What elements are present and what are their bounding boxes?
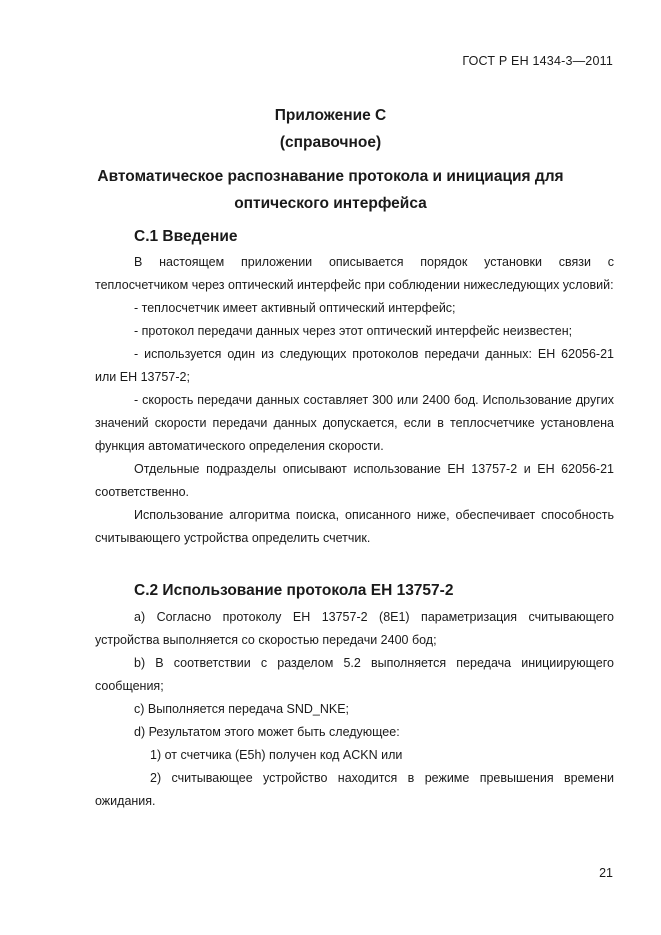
list-item: 1) от счетчика (E5h) получен код ACKN или <box>150 748 403 762</box>
list-item: - используется один из следующих протоколов передачи данных: ЕН 62056-21 или ЕН 13757-2; <box>95 347 614 384</box>
list-item: - скорость передачи данных составляет 300 или 2400 бод. Использование других значений скорости передачи данных допускается, если в теплосчетчике установлена функция автоматического определения скорости. <box>95 393 614 453</box>
paragraph: В настоящем приложении описывается порядок установки связи с теплосчетчиком через оптический интерфейс при соблюдении нижеследующих условий: <box>95 255 614 292</box>
section-body-en-13757-2 <box>95 606 614 813</box>
appendix-heading-line-1: Автоматическое распознавание протокола и инициация для <box>97 168 564 185</box>
page-number: 21 <box>599 866 613 880</box>
section-body-introduction <box>95 251 614 550</box>
appendix-subtitle: (справочное) <box>279 134 382 151</box>
appendix-title: Приложение С <box>274 107 387 124</box>
list-item: d) Результатом этого может быть следующее: <box>134 725 400 739</box>
section-heading-introduction: С.1 Введение <box>134 228 238 245</box>
list-item: b) В соответствии с разделом 5.2 выполняется передача инициирующего сообщения; <box>95 656 614 693</box>
paragraph: Использование алгоритма поиска, описанного ниже, обеспечивает способность считывающего устройства определить счетчик. <box>95 508 614 545</box>
list-item: c) Выполняется передача SND_NKE; <box>134 702 350 716</box>
list-item: - теплосчетчик имеет активный оптический интерфейс; <box>134 301 456 315</box>
paragraph: Отдельные подразделы описывают использование ЕН 13757-2 и ЕН 62056-21 соответственно. <box>95 462 614 499</box>
list-item: 2) считывающее устройство находится в режиме превышения времени ожидания. <box>95 771 614 808</box>
list-item: а) Согласно протоколу ЕН 13757-2 (8Е1) параметризация считывающего устройства выполняется со скоростью передачи 2400 бод; <box>95 610 614 647</box>
document-code: ГОСТ Р ЕН 1434-3—2011 <box>462 54 613 68</box>
section-heading-en-13757-2: С.2 Использование протокола ЕН 13757-2 <box>134 582 454 599</box>
appendix-heading-line-2: оптического интерфейса <box>234 195 427 212</box>
list-item: - протокол передачи данных через этот оптический интерфейс неизвестен; <box>134 324 573 338</box>
